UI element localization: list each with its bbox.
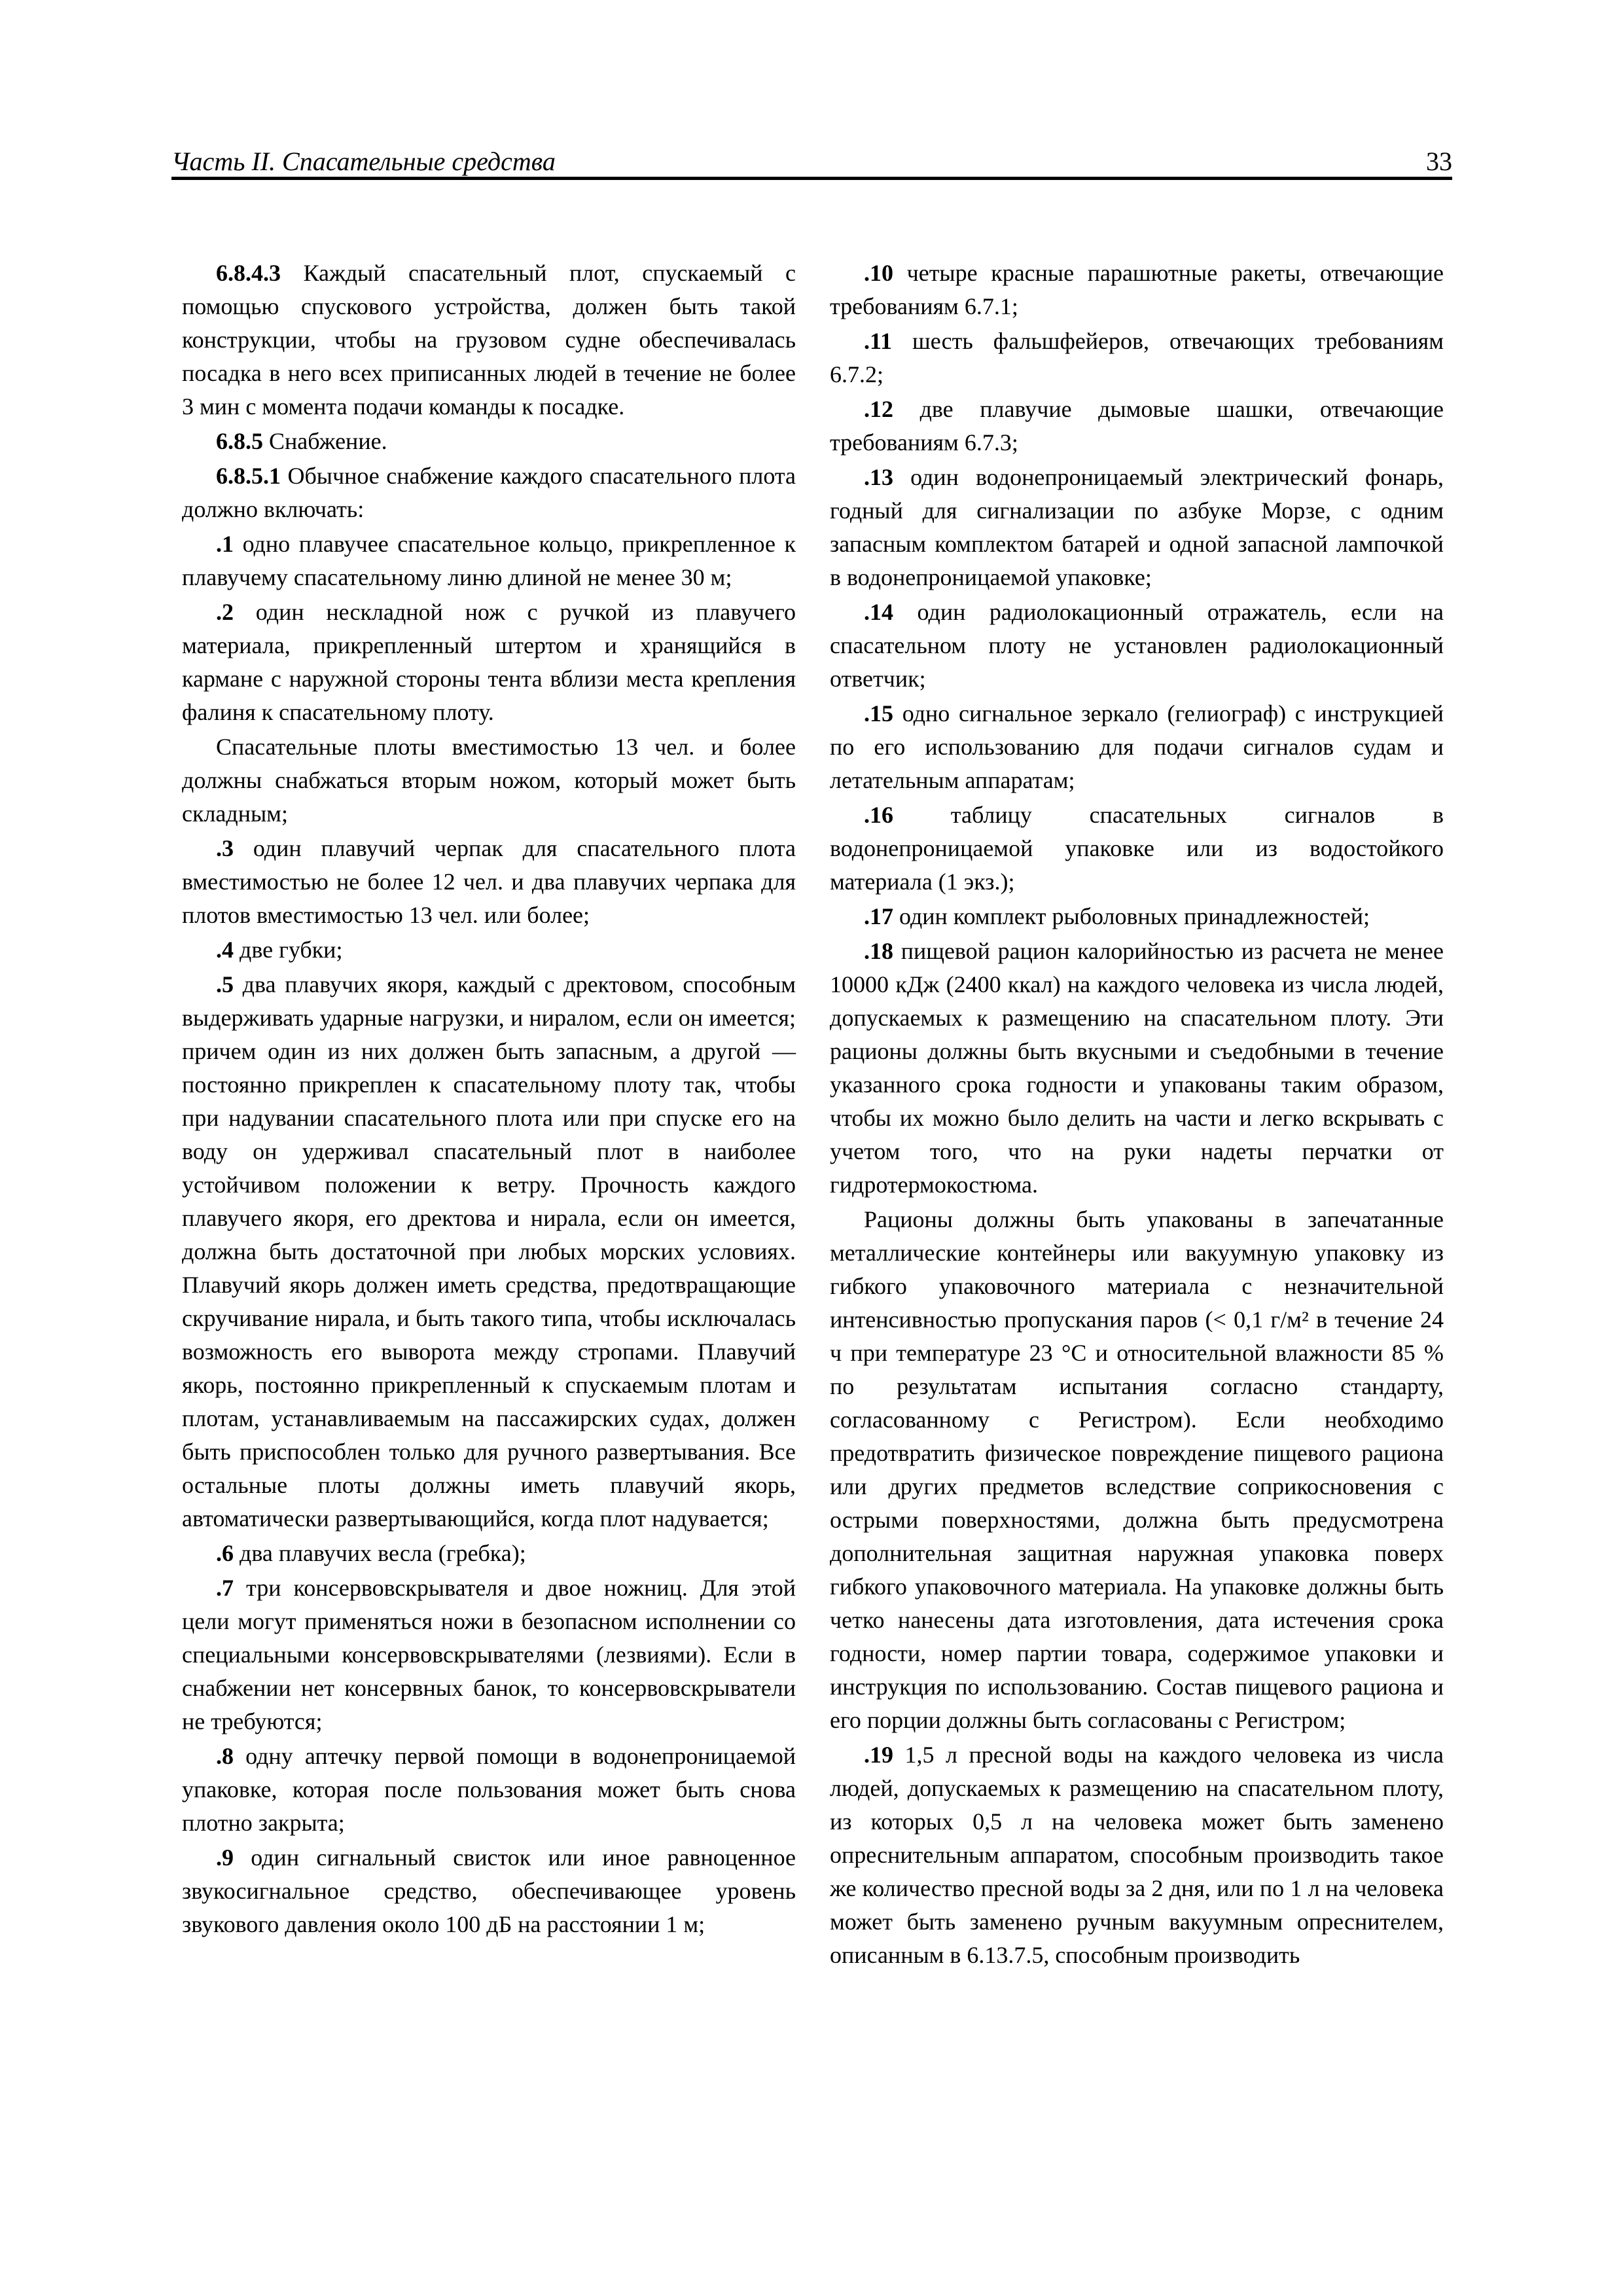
item-number: .10 <box>864 260 893 286</box>
item-number: .4 <box>216 937 234 963</box>
paragraph <box>182 596 796 729</box>
paragraph <box>182 1537 796 1570</box>
item-number: .18 <box>864 938 893 964</box>
paragraph-text: два плавучих весла (гребка); <box>234 1540 526 1566</box>
paragraph-text: две плавучие дымовые шашки, отвечающие требованиям 6.7.3; <box>830 396 1444 456</box>
item-number: .8 <box>216 1743 234 1769</box>
paragraph-text: один сигнальный свисток или иное равноценное звукосигнальное средство, обеспечивающее уровень звукового давления около 100 дБ на расстоянии 1 м; <box>182 1844 796 1937</box>
paragraph-text: Спасательные плоты вместимостью 13 чел. и более должны снабжаться вторым ножом, который может быть складным; <box>182 734 796 827</box>
paragraph-text: одно плавучее спасательное кольцо, прикрепленное к плавучему спасательному линю длиной не менее 30 м; <box>182 531 796 590</box>
paragraph <box>830 461 1444 594</box>
item-number: .15 <box>864 700 893 726</box>
item-number: .14 <box>864 599 893 625</box>
paragraph-text: один комплект рыболовных принадлежностей; <box>893 903 1370 929</box>
clause-number: 6.8.5 <box>216 428 263 454</box>
paragraph <box>182 968 796 1535</box>
paragraph-text: Обычное снабжение каждого спасательного плота должно включать: <box>182 463 796 522</box>
paragraph <box>182 832 796 932</box>
paragraph-text: 1,5 л пресной воды на каждого человека из числа людей, допускаемых к размещению на спасательном плоту, из которых 0,5 л на человека может быть заменено опреснительным аппаратом, способным производить такое же количество пресной воды за 2 дня, или по 1 л на человека может быть заменено ручным вакуумным опреснителем, описанным в 6.13.7.5, способным производить <box>830 1742 1444 1968</box>
item-number: .6 <box>216 1540 234 1566</box>
paragraph <box>182 1571 796 1738</box>
page-header <box>171 145 1452 178</box>
paragraph-text: таблицу спасательных сигналов в водонепроницаемой упаковке или из водостойкого материала (1 экз.); <box>830 802 1444 895</box>
page-number: 33 <box>1426 147 1452 176</box>
paragraph <box>830 393 1444 459</box>
paragraph <box>830 935 1444 1202</box>
paragraph-text: один плавучий черпак для спасательного плота вместимостью не более 12 чел. и два плавучих черпака для плотов вместимостью 13 чел. или более; <box>182 835 796 928</box>
paragraph-text: два плавучих якоря, каждый с дректовом, способным выдерживать ударные нагрузки, и ниралом, если он имеется; причем один из них должен быть запасным, а другой — постоянно прикреплен к спасательному плоту так, чтобы при надувании спасательного плота или при спуске его на воду он удерживал спасательный плот в наиболее устойчивом положении к ветру. Прочность каждого плавучего якоря, его дректова и нирала, если он имеется, должна быть достаточной при любых морских условиях. Плавучий якорь должен иметь средства, предотвращающие скручивание нирала, и быть такого типа, чтобы исключалась возможность его выворота между стропами. Плавучий якорь, постоянно прикрепленный к спускаемым плотам и плотам, устанавливаемым на пассажирских судах, должен быть приспособлен только для ручного развертывания. Все остальные плоты должны иметь плавучий якорь, автоматически развертывающийся, когда плот надувается; <box>182 971 796 1532</box>
item-number: .5 <box>216 971 234 997</box>
paragraph-text: один водонепроницаемый электрический фонарь, годный для сигнализации по азбуке Морзе, с одним запасным комплектом батарей и одной запасной лампочкой в водонепроницаемой упаковке; <box>830 464 1444 590</box>
paragraph <box>182 257 796 423</box>
paragraph <box>830 900 1444 933</box>
paragraph-text: один нескладной нож с ручкой из плавучего материала, прикрепленный штертом и хранящийся в кармане с наружной стороны тента вблизи места крепления фалиня к спасательному плоту. <box>182 599 796 725</box>
paragraph <box>182 425 796 458</box>
paragraph-text: Рационы должны быть упакованы в запечатанные металлические контейнеры или вакуумную упаковку из гибкого упаковочного материала с незначительной интенсивностью пропускания паров (< 0,1 г/м² в течение 24 ч при температуре 23 °С и относительной влажности 85 % по результатам испытания согласно стандарту, согласованному с Регистром). Если необходимо предотвратить физическое повреждение пищевого рациона или других предметов вследствие соприкосновения с острыми поверхностями, должна быть предусмотрена дополнительная защитная наружная упаковка поверх гибкого упаковочного материала. На упаковке должны быть четко нанесены дата изготовления, дата истечения срока годности, номер партии товара, содержимое упаковки и инструкция по использованию. Состав пищевого рациона и его порции должны быть согласованы с Регистром; <box>830 1206 1444 1733</box>
paragraph-text: одну аптечку первой помощи в водонепроницаемой упаковке, которая после пользования может быть снова плотно закрыта; <box>182 1743 796 1836</box>
paragraph-text: три консервовскрывателя и двое ножниц. Для этой цели могут применяться ножи в безопасном исполнении со специальными консервовскрывателями (лезвиями). Если в снабжении нет консервных банок, то консервовскрыватели не требуются; <box>182 1575 796 1734</box>
item-number: .2 <box>216 599 234 625</box>
item-number: .13 <box>864 464 893 490</box>
paragraph-text: пищевой рацион калорийностью из расчета не менее 10000 кДж (2400 ккал) на каждого человека из числа людей, допускаемых к размещению на спасательном плоту. Эти рационы должны быть вкусными и съедобными в течение указанного срока годности и упакованы таким образом, чтобы их можно было делить на части и легко вскрывать с учетом того, что на руки надеты перчатки от гидротермокостюма. <box>830 938 1444 1198</box>
running-title: Часть II. Спасательные средства <box>171 147 556 176</box>
paragraph <box>182 933 796 967</box>
left-column <box>182 257 796 1941</box>
paragraph-text: шесть фальшфейеров, отвечающих требованиям 6.7.2; <box>830 328 1444 387</box>
item-number: .1 <box>216 531 234 557</box>
paragraph-text: один радиолокационный отражатель, если на спасательном плоту не установлен радиолокационный ответчик; <box>830 599 1444 692</box>
header-rule <box>171 177 1452 180</box>
paragraph <box>182 1841 796 1941</box>
item-number: .19 <box>864 1742 893 1768</box>
paragraph <box>830 697 1444 797</box>
paragraph-text: две губки; <box>234 937 343 963</box>
paragraph-text: четыре красные парашютные ракеты, отвечающие требованиям 6.7.1; <box>830 260 1444 319</box>
paragraph <box>830 1203 1444 1737</box>
item-number: .12 <box>864 396 893 422</box>
paragraph <box>830 798 1444 899</box>
clause-number: 6.8.4.3 <box>216 260 281 286</box>
item-number: .11 <box>864 328 893 354</box>
paragraph <box>830 596 1444 696</box>
paragraph <box>830 257 1444 323</box>
paragraph-text: Снабжение. <box>263 428 387 454</box>
paragraph <box>182 730 796 831</box>
item-number: .17 <box>864 903 893 929</box>
paragraph-text: Каждый спасательный плот, спускаемый с помощью спускового устройства, должен быть такой конструкции, чтобы на грузовом судне обеспечивалась посадка в него всех приписанных людей в течение не более 3 мин с момента подачи команды к посадке. <box>182 260 796 420</box>
item-number: .7 <box>216 1575 234 1601</box>
item-number: .3 <box>216 835 234 861</box>
right-column <box>830 257 1444 1972</box>
paragraph <box>830 325 1444 391</box>
paragraph <box>182 1740 796 1840</box>
paragraph <box>830 1738 1444 1972</box>
paragraph <box>182 459 796 526</box>
paragraph-text: одно сигнальное зеркало (гелиограф) с инструкцией по его использованию для подачи сигналов судам и летательным аппаратам; <box>830 700 1444 793</box>
clause-number: 6.8.5.1 <box>216 463 281 489</box>
paragraph <box>182 528 796 594</box>
item-number: .16 <box>864 802 893 828</box>
item-number: .9 <box>216 1844 234 1871</box>
